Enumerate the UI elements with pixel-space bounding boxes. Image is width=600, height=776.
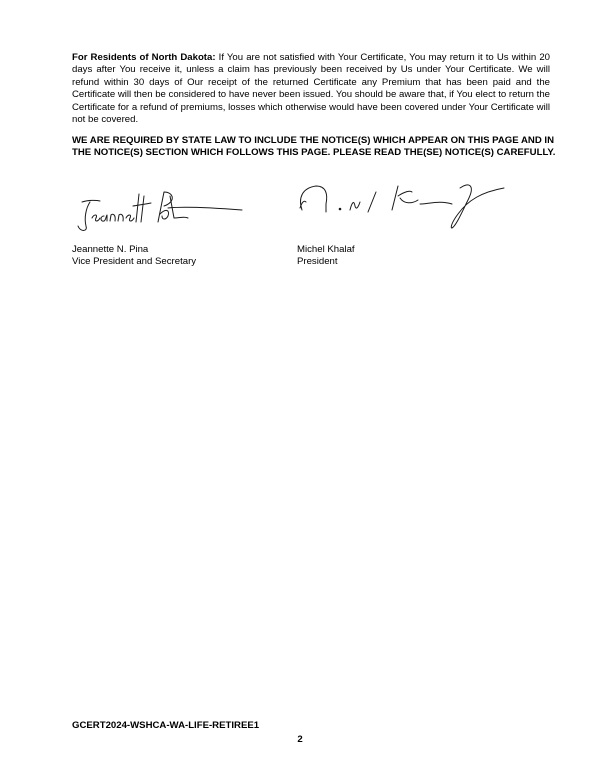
vice-president-signature — [76, 188, 246, 236]
signatory-name: Michel Khalaf — [297, 244, 355, 255]
north-dakota-notice-body: If You are not satisfied with Your Certificate, You may return it to Us within 20 days after You receive it, unless a claim has previously been received by Us under Your Certificate. We will refund within 30 days of Our receipt of the returned Certificate any Premium that has been paid and the Certificate will then be considered to have never been issued. You should be aware that, if You elect to return the Certificate for a refund of premiums, losses which otherwise would have been covered under Your Certificate will not be covered. — [72, 52, 550, 126]
signatory-title: Vice President and Secretary — [72, 256, 197, 268]
form-code: GCERT2024-WSHCA-WA-LIFE-RETIREE1 — [72, 720, 260, 731]
signatory-president — [297, 244, 355, 269]
signatory-name: Jeannette N. Pina — [72, 244, 149, 255]
signatory-title: President — [297, 256, 338, 268]
north-dakota-notice — [72, 52, 550, 126]
page-number: 2 — [297, 734, 303, 745]
president-signature — [292, 178, 506, 230]
north-dakota-notice-lead: For Residents of North Dakota: — [72, 52, 216, 63]
state-law-notice: WE ARE REQUIRED BY STATE LAW TO INCLUDE THE NOTICE(S) WHICH APPEAR ON THIS PAGE AND IN THE NOTICE(S) SECTION WHICH FOLLOWS THIS PAGE. PLEASE READ THE(SE) NOTICE(S) CAREFULLY. — [72, 135, 556, 159]
signatory-vice-president — [72, 244, 196, 269]
